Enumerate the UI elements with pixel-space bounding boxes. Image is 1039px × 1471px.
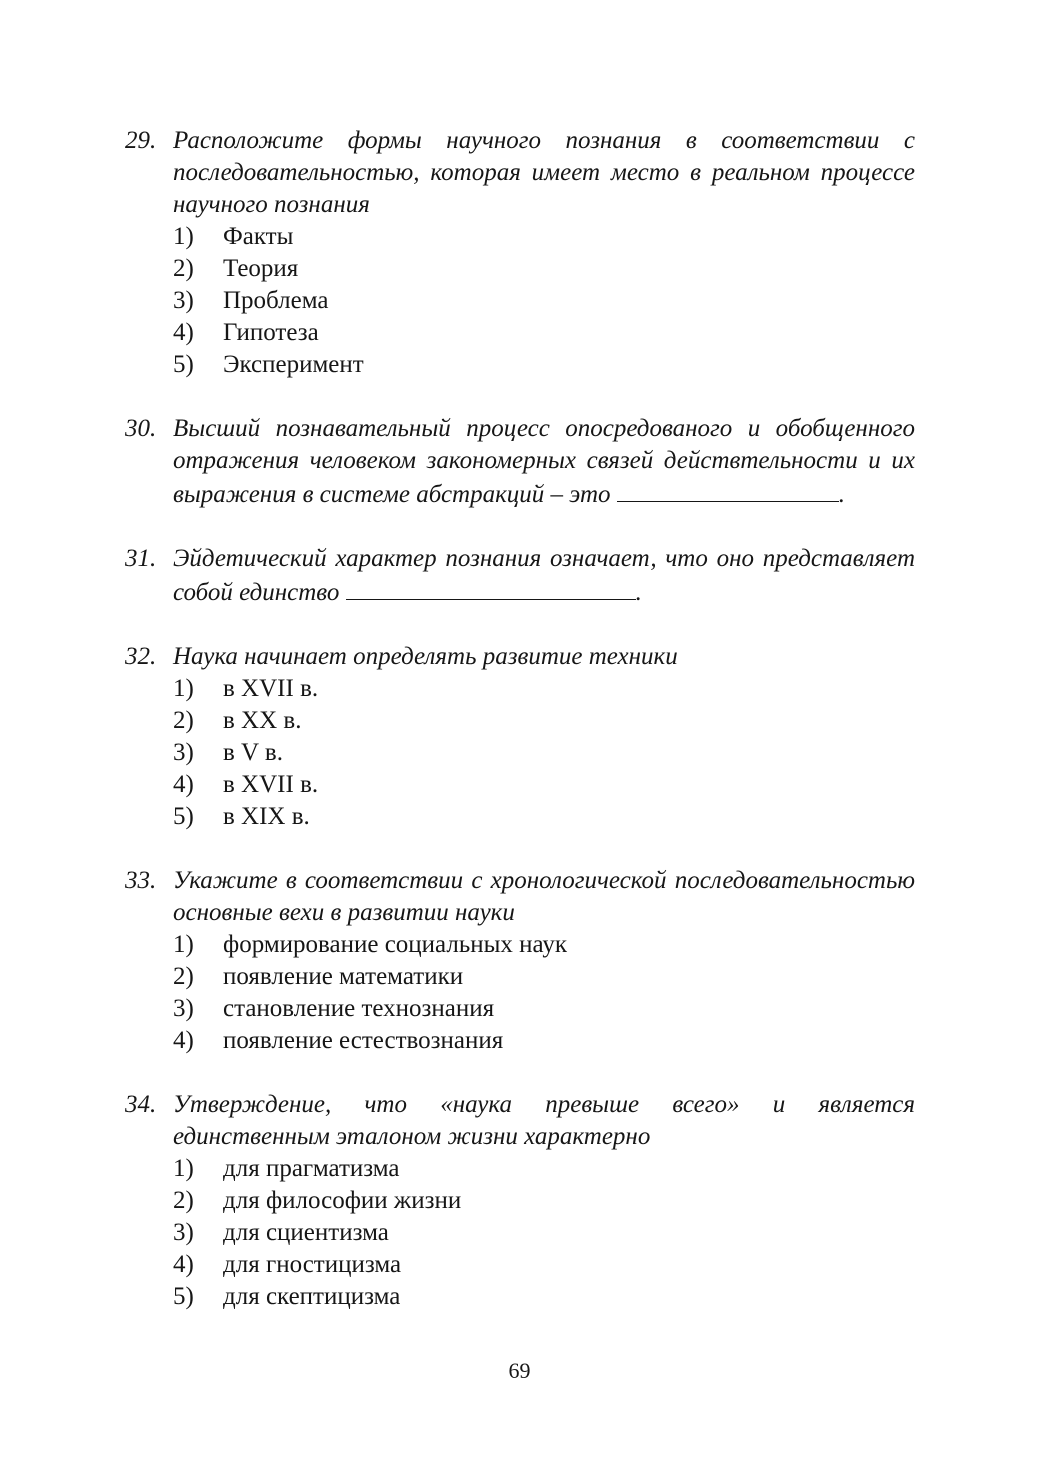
option-text: для гностицизма [223, 1251, 402, 1278]
option-text: в V в. [223, 739, 283, 766]
option-number: 2) [173, 1187, 194, 1214]
question-text: Эйдетический характер познания означает, что оно представляет собой единство [173, 545, 915, 606]
answer-option [173, 253, 915, 285]
option-text: становление технознания [223, 995, 495, 1022]
option-text: Эксперимент [223, 351, 364, 378]
option-number: 4) [173, 319, 194, 346]
page-number: 69 [508, 1358, 531, 1383]
option-text: Проблема [223, 287, 329, 314]
answer-options [173, 221, 915, 381]
option-number: 5) [173, 803, 194, 830]
answer-option [173, 1025, 915, 1057]
option-number: 2) [173, 707, 194, 734]
option-text: в XIX в. [223, 803, 310, 830]
answer-option [173, 285, 915, 317]
answer-option [173, 929, 915, 961]
question-text: Расположите формы научного познания в соответствии с последовательностью, которая имеет место в реальном процессе научного познания [173, 127, 915, 218]
option-text: в XVII в. [223, 771, 319, 798]
question-text: Утверждение, что «наука превыше всего» и является единственным эталоном жизни характерно [173, 1091, 915, 1150]
option-text: для философии жизни [223, 1187, 462, 1214]
option-number: 2) [173, 963, 194, 990]
answer-option [173, 961, 915, 993]
answer-options [173, 929, 915, 1057]
question-number: 31. [125, 545, 157, 572]
option-text: в XX в. [223, 707, 302, 734]
option-text: Гипотеза [223, 319, 319, 346]
question-number: 30. [125, 415, 157, 442]
question-number: 32. [125, 643, 157, 670]
option-number: 3) [173, 1219, 194, 1246]
question-34 [125, 1089, 915, 1313]
question-30 [125, 413, 915, 511]
option-number: 4) [173, 1027, 194, 1054]
question-text: Наука начинает определять развитие техники [173, 643, 678, 670]
answer-option [173, 801, 915, 833]
answer-option [173, 1281, 915, 1313]
question-list [125, 125, 915, 1345]
question-number: 33. [125, 867, 157, 894]
option-number: 1) [173, 223, 194, 250]
answer-option [173, 993, 915, 1025]
option-text: для прагматизма [223, 1155, 400, 1182]
question-text-block [173, 413, 915, 511]
answer-option [173, 1217, 915, 1249]
option-number: 5) [173, 1283, 194, 1310]
question-text-block [173, 543, 915, 609]
question-number: 34. [125, 1091, 157, 1118]
question-text: Укажите в соответствии с хронологической последовательностью основные вехи в развитии науки [173, 867, 915, 926]
option-text: формирование социальных наук [223, 931, 568, 958]
question-33 [125, 865, 915, 1057]
answer-option [173, 317, 915, 349]
option-text: для сциентизма [223, 1219, 389, 1246]
option-text: в XVII в. [223, 675, 319, 702]
question-tail: . [635, 579, 642, 606]
answer-option [173, 673, 915, 705]
answer-option [173, 221, 915, 253]
answer-blank [617, 477, 839, 502]
answer-option [173, 1249, 915, 1281]
question-tail: . [838, 481, 846, 508]
option-text: появление естествознания [223, 1027, 504, 1054]
answer-option [173, 769, 915, 801]
question-text: Высший познавательный процесс опосредованого и обобщенного отражения человеком закономерных связей действтельности и их выражения в системе абстракций – это [173, 415, 915, 508]
option-text: для скептицизма [223, 1283, 401, 1310]
answer-option [173, 1153, 915, 1185]
question-number: 29. [125, 127, 157, 154]
question-31 [125, 543, 915, 609]
option-text: Теория [223, 255, 299, 282]
option-number: 3) [173, 287, 194, 314]
option-number: 1) [173, 1155, 194, 1182]
option-text: Факты [223, 223, 294, 250]
answer-options [173, 673, 915, 833]
option-number: 3) [173, 995, 194, 1022]
question-29 [125, 125, 915, 381]
answer-options [173, 1153, 915, 1313]
answer-blank [346, 575, 636, 600]
answer-option [173, 737, 915, 769]
option-number: 5) [173, 351, 194, 378]
option-text: появление математики [223, 963, 464, 990]
answer-option [173, 705, 915, 737]
answer-option [173, 1185, 915, 1217]
option-number: 2) [173, 255, 194, 282]
answer-option [173, 349, 915, 381]
option-number: 3) [173, 739, 194, 766]
option-number: 1) [173, 675, 194, 702]
question-32 [125, 641, 915, 833]
option-number: 1) [173, 931, 194, 958]
option-number: 4) [173, 1251, 194, 1278]
option-number: 4) [173, 771, 194, 798]
